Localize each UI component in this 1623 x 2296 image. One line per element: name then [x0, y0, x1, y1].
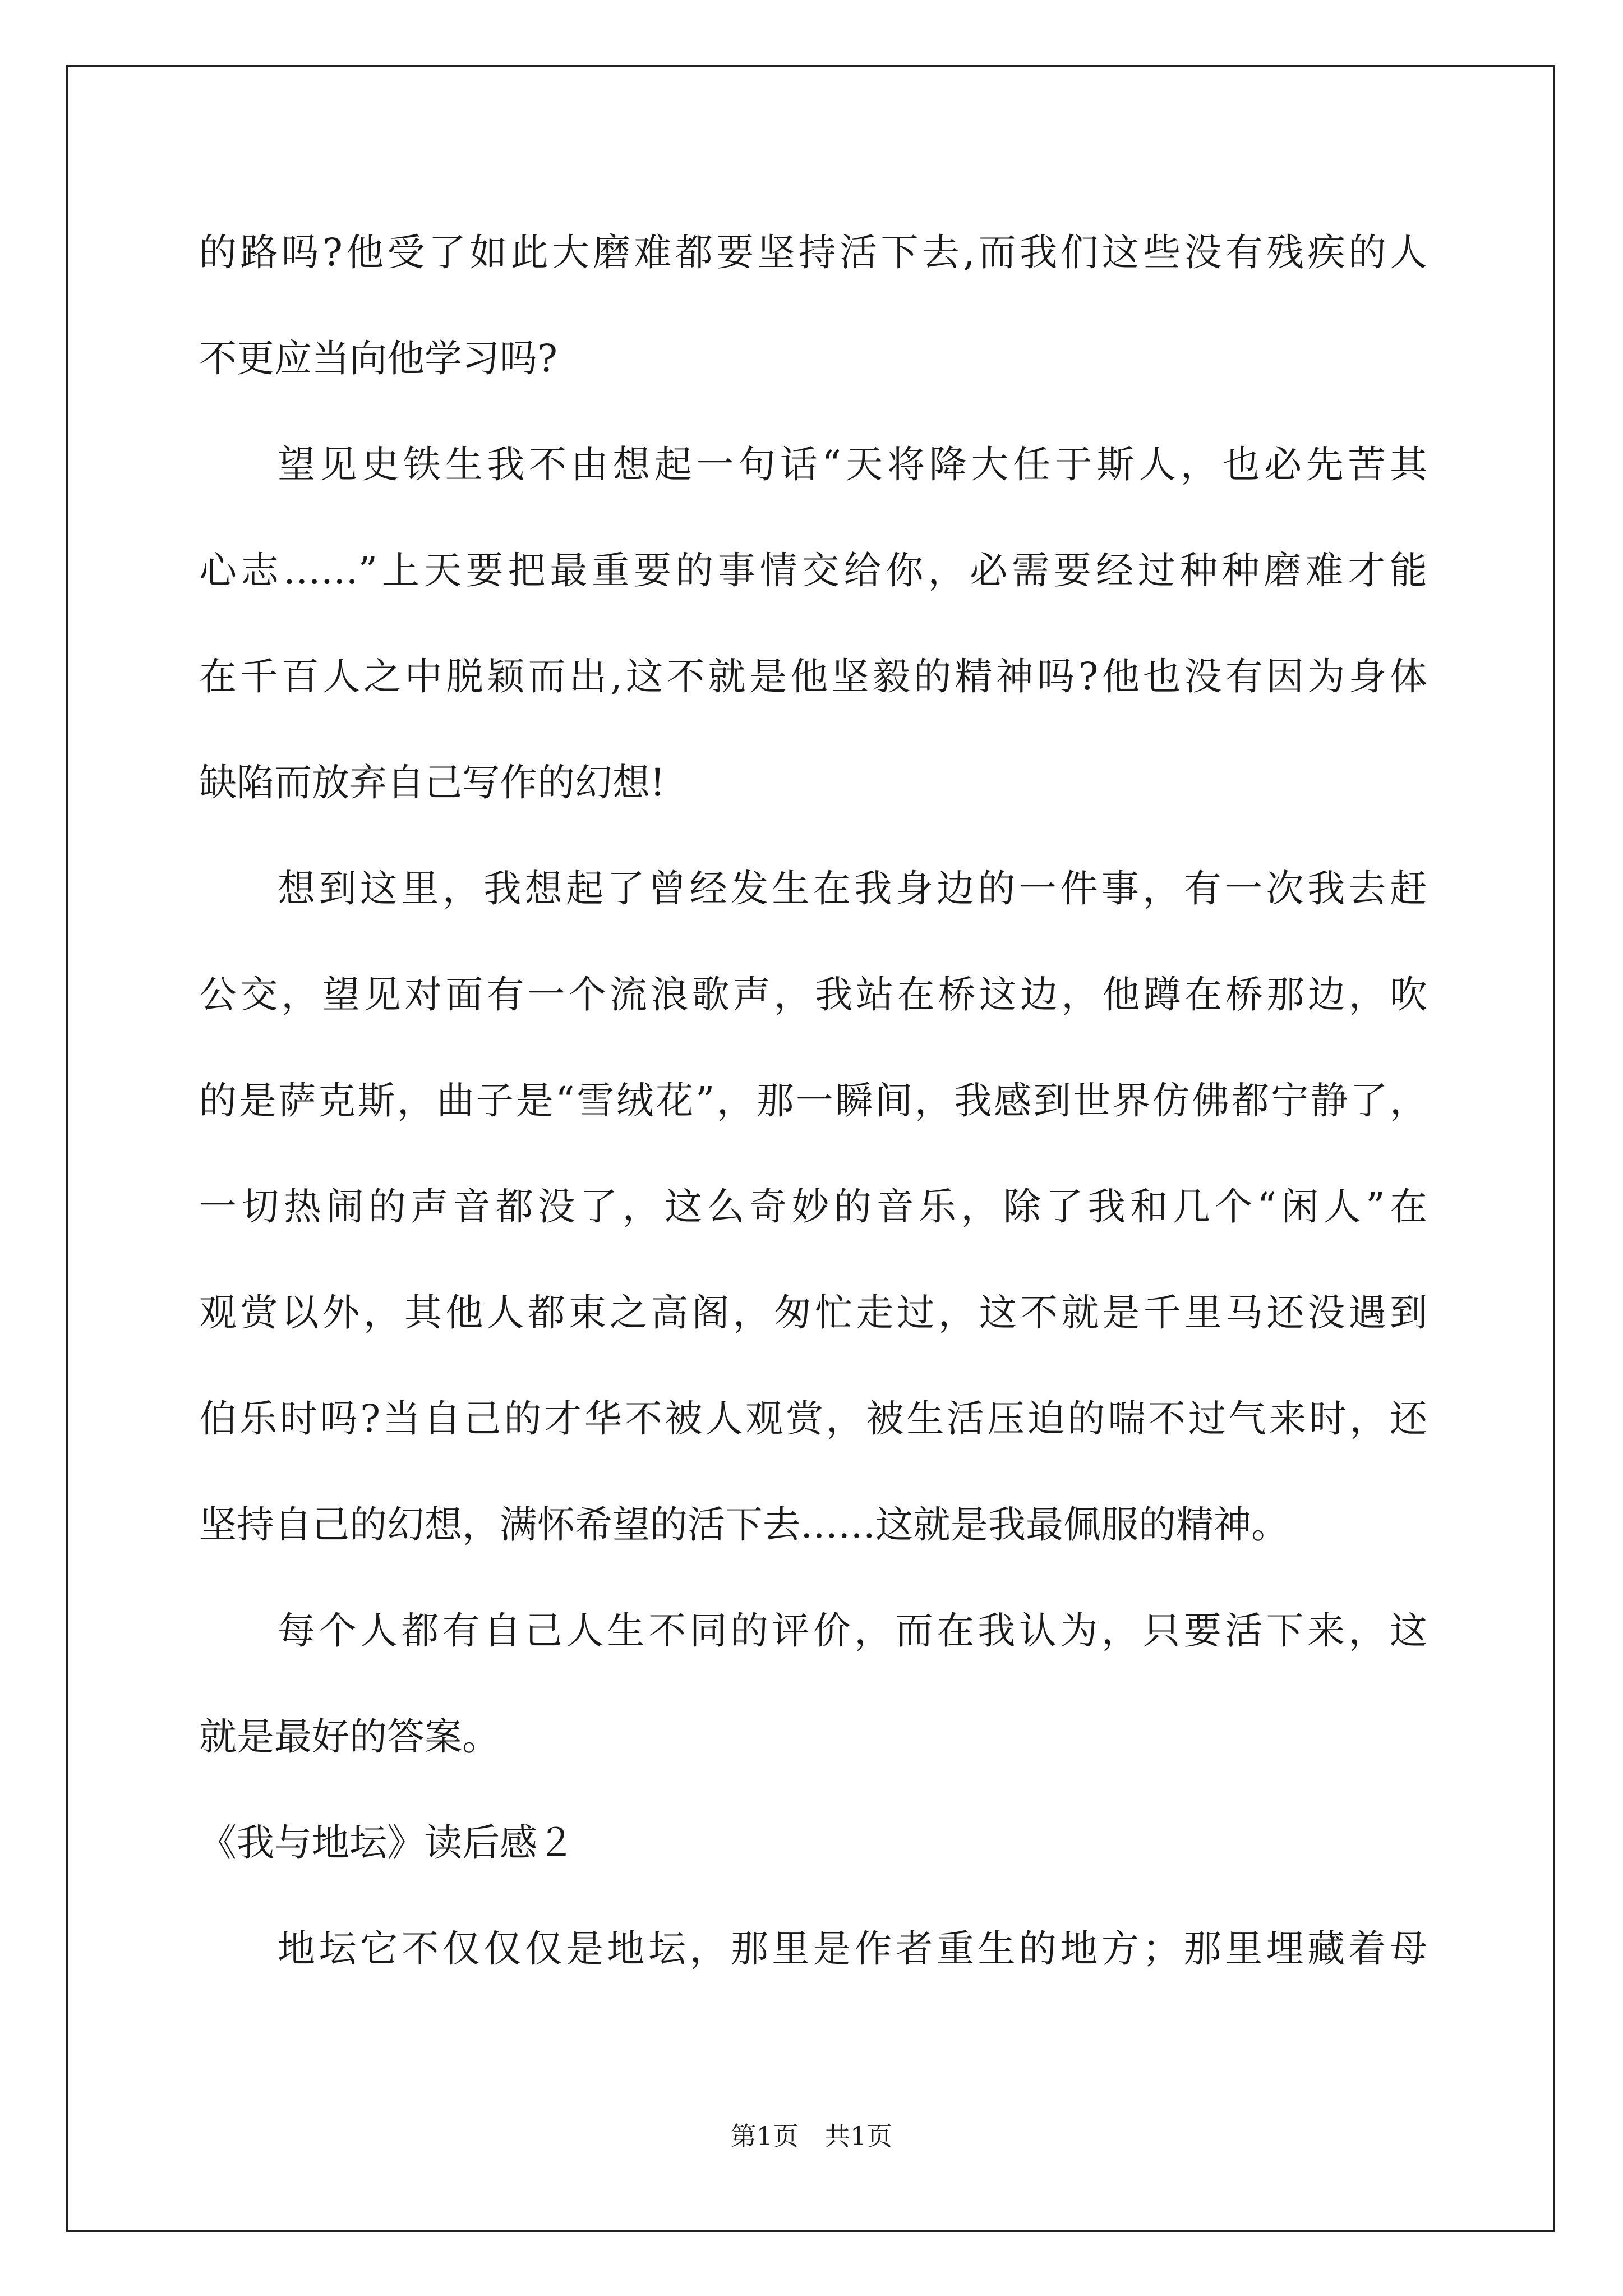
text-line: 缺陷而放弃自己写作的幻想! [199, 761, 665, 804]
text-line: 心志……”上天要把最重要的事情交给你，必需要经过种种磨难才能 [199, 549, 1427, 592]
text-line: 观赏以外，其他人都束之高阁，匆忙走过，这不就是千里马还没遇到 [199, 1291, 1427, 1335]
text-line: 在千百人之中脱颖而出,这不就是他坚毅的精神吗?他也没有因为身体 [199, 655, 1427, 698]
section-heading: 《我与地坛》读后感２ [199, 1821, 575, 1865]
text-line: 伯乐时吗?当自己的才华不被人观赏，被生活压迫的喘不过气来时，还 [199, 1397, 1427, 1441]
text-line: 不更应当向他学习吗? [199, 337, 557, 380]
paragraph-start-line: 地坛它不仅仅仅是地坛，那里是作者重生的地方；那里埋藏着母 [278, 1927, 1427, 1971]
text-line: 一切热闹的声音都没了，这么奇妙的音乐，除了我和几个“闲人”在 [199, 1185, 1427, 1228]
text-line: 的路吗?他受了如此大磨难都要坚持活下去,而我们这些没有残疾的人 [199, 231, 1427, 274]
paragraph-start-line: 每个人都有自己人生不同的评价，而在我认为，只要活下来，这 [278, 1609, 1427, 1653]
text-line: 坚持自己的幻想，满怀希望的活下去……这就是我最佩服的精神。 [199, 1503, 1289, 1547]
document-body [199, 216, 1427, 2018]
paragraph-start-line: 望见史铁生我不由想起一句话“天将降大任于斯人，也必先苦其 [278, 443, 1427, 486]
paragraph-start-line: 想到这里，我想起了曾经发生在我身边的一件事，有一次我去赶 [278, 867, 1427, 910]
text-line: 就是最好的答案。 [199, 1715, 500, 1759]
text-line: 的是萨克斯，曲子是“雪绒花”，那一瞬间，我感到世界仿佛都宁静了， [199, 1079, 1427, 1122]
text-line: 公交，望见对面有一个流浪歌声，我站在桥这边，他蹲在桥那边，吹 [199, 973, 1427, 1016]
page-number-footer: 第1页 共1页 [730, 2121, 893, 2151]
